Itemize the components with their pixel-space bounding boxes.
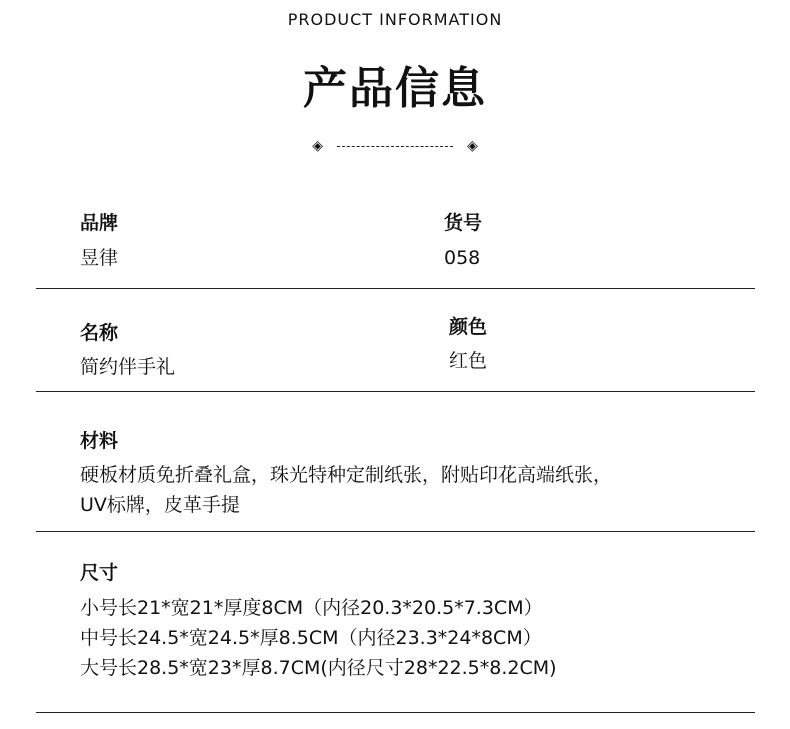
material-label: 材料 xyxy=(80,430,119,452)
size-label: 尺寸 xyxy=(80,562,119,584)
diamond-icon: ◈ xyxy=(467,138,478,154)
product-name-value: 简约伴手礼 xyxy=(80,356,176,378)
size-line-small: 小号长21*宽21*厚度8CM（内径20.3*20.5*7.3CM） xyxy=(80,597,543,619)
diamond-icon: ◈ xyxy=(312,138,323,154)
row-divider xyxy=(36,391,755,392)
size-line-medium: 中号长24.5*宽24.5*厚8.5CM（内径23.3*24*8CM） xyxy=(80,627,542,649)
brand-label: 品牌 xyxy=(80,212,119,234)
page-subtitle: PRODUCT INFORMATION xyxy=(287,10,503,29)
brand-value: 昱律 xyxy=(80,247,119,269)
product-name-label: 名称 xyxy=(80,322,119,344)
color-value: 红色 xyxy=(449,350,488,372)
row-divider xyxy=(36,288,755,289)
row-divider xyxy=(36,531,755,532)
size-line-large: 大号长28.5*宽23*厚8.7CM(内径尺寸28*22.5*8.2CM) xyxy=(80,657,557,679)
item-number-value: 058 xyxy=(444,247,481,269)
item-number-label: 货号 xyxy=(444,212,483,234)
page-title: 产品信息 xyxy=(303,63,487,114)
material-line: 硬板材质免折叠礼盒，珠光特种定制纸张，附贴印花高端纸张， xyxy=(80,464,613,486)
row-divider xyxy=(36,712,755,713)
dashed-divider xyxy=(337,146,453,147)
color-label: 颜色 xyxy=(449,316,488,338)
material-line: UV标牌，皮革手提 xyxy=(80,494,240,516)
title-ornament xyxy=(0,138,790,154)
